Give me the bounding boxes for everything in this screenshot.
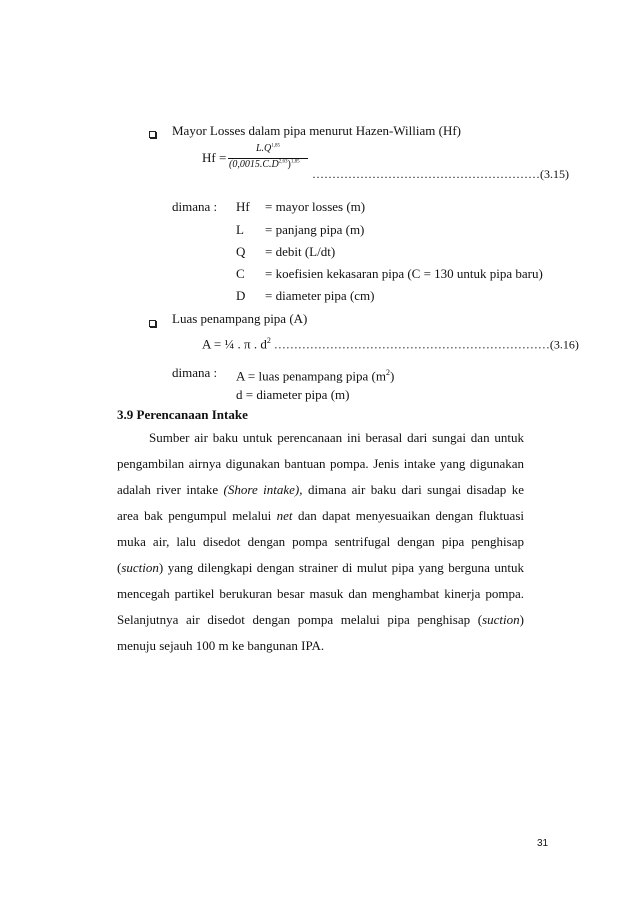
formula-3-16: A = ¼ . π . $d^2$ ……………………………………………………………(3.16) (202, 336, 579, 352)
formula-numerator: $L.Q^{1,85}$ (256, 143, 281, 154)
def-desc: = panjang pipa (m) (265, 222, 365, 237)
section-heading: 3.9 Perencanaan Intake (117, 407, 248, 422)
formula-lhs: Hf = (202, 150, 227, 165)
bullet-2 (149, 315, 156, 331)
def-desc: = diameter pipa (cm) (265, 288, 375, 303)
defs1-label: dimana : (172, 199, 218, 214)
def-desc: = debit (L/dt) (265, 244, 336, 259)
def-sym: Hf (236, 199, 250, 214)
checkbox-bullet-icon (149, 320, 156, 327)
page-number: 31 (537, 838, 549, 849)
defs2-label: dimana : (172, 365, 218, 380)
formula-3-15-leader: …………………………………………………(3.15) (312, 167, 569, 181)
def-sym: Q (236, 244, 246, 259)
formula-denominator: $(0,0015.C.D^{2,63})^{1,85}$ (229, 159, 300, 170)
def-desc: = mayor losses (m) (265, 199, 366, 214)
bullet-1 (149, 126, 156, 142)
checkbox-bullet-icon (149, 131, 156, 138)
def-desc: = koefisien kekasaran pipa (C = 130 untuk pipa baru) (265, 266, 543, 281)
bullet-2-title: Luas penampang pipa (A) (172, 311, 308, 326)
def-sym: C (236, 266, 245, 281)
def-area: A = luas penampang pipa $(m^2)$ (236, 368, 395, 384)
bullet-1-title: Mayor Losses dalam pipa menurut Hazen-William (Hf) (172, 123, 461, 138)
def-sym: D (236, 288, 246, 303)
section-paragraph: Sumber air baku untuk perencanaan ini berasal dari sungai dan untuk pengambilan airnya digunakan bantuan pompa. Jenis intake yang digunakan adalah river intake (Shore intake), dimana air baku dari sungai disadap ke area bak pengumpul melalui net dan dapat menyesuaikan dengan fluktuasi muka air, lalu disedot dengan pompa sentrifugal dengan pipa penghisap (suction) yang dilengkapi dengan strainer di mulut pipa yang berguna untuk mencegah partikel berukuran besar masuk dan menghambat kinerja pompa. Selanjutnya air disedot dengan pompa melalui pipa penghisap (suction) menuju sejauh 100 m ke bangunan IPA. (117, 430, 524, 653)
def-diameter: d = diameter pipa (m) (236, 387, 350, 402)
def-sym: L (236, 222, 244, 237)
